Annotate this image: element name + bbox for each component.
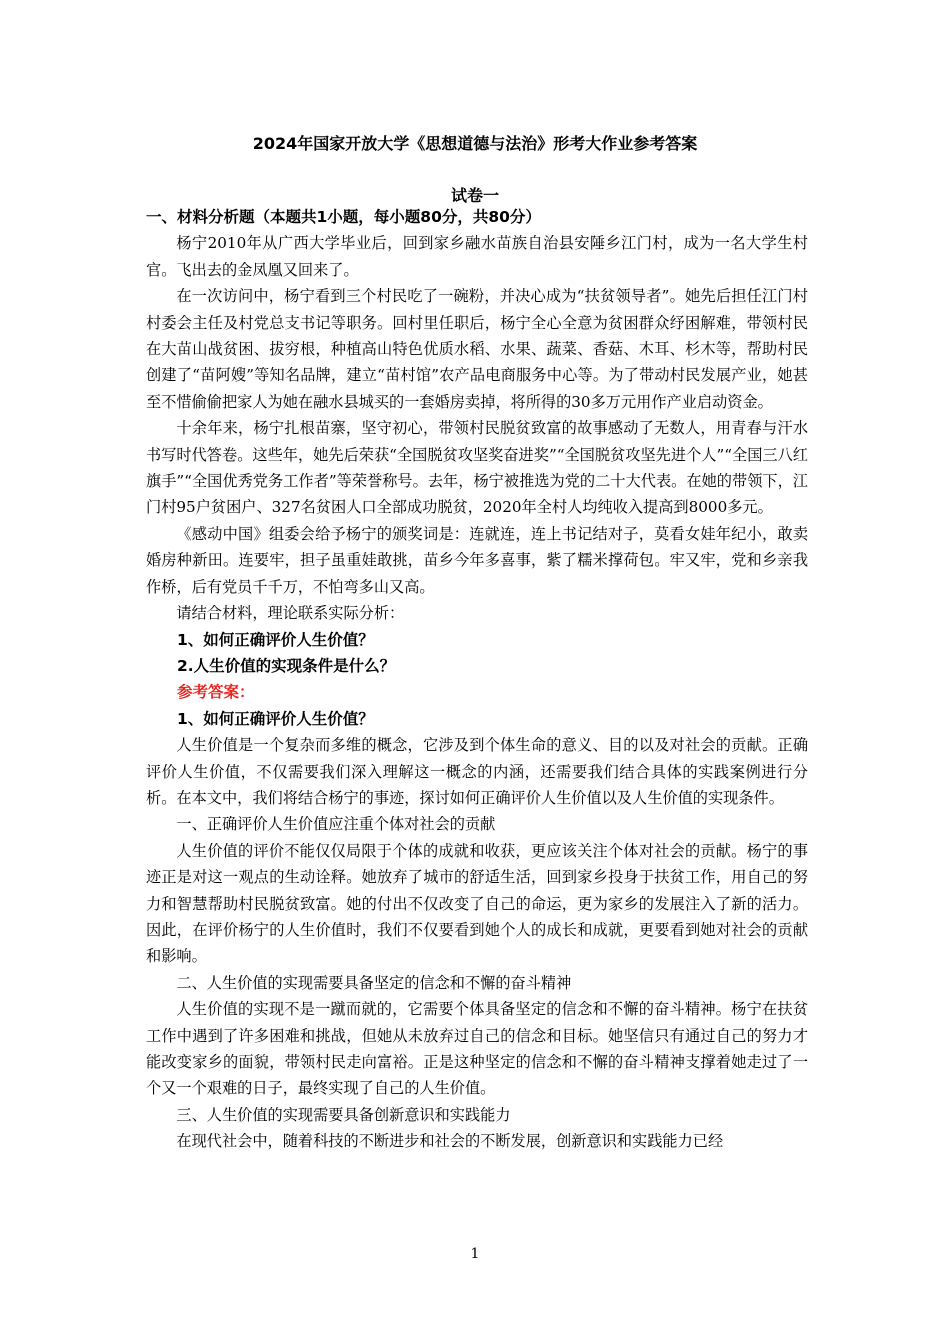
answer-subheading: 二、人生价值的实现需要具备坚定的信念和不懈的奋斗精神 [176, 973, 572, 992]
answer-paragraph: 在现代社会中，随着科技的不断进步和社会的不断发展，创新意识和实践能力已经 [176, 1132, 724, 1151]
paper-subtitle: 试卷一 [450, 186, 499, 205]
answer-paragraph: 人生价值的实现不是一蹴而就的，它需要个体具备坚定的信念和不懈的奋斗精神。杨宁在扶贫工作中遇到了许多困难和挑战，但她从未放弃过自己的信念和目标。她坚信只有通过自己的努力才能改变家乡的面貌，带领村民走向富裕。正是这种坚定的信念和不懈的奋斗精神支撑着她走过了一个又一个艰难的日子，最终实现了自己的人生价值。 [146, 1000, 808, 1098]
document-body [146, 204, 808, 1155]
answer-paragraph: 人生价值的评价不能仅仅局限于个体的成就和收获，更应该关注个体对社会的贡献。杨宁的事迹正是对这一观点的生动诠释。她放弃了城市的舒适生活，回到家乡投身于扶贫工作，用自己的努力和智慧帮助村民脱贫致富。她的付出不仅改变了自己的命运，更为家乡的发展注入了新的活力。因此，在评价杨宁的人生价值时，我们不仅要看到她个人的成长和成就，更要看到她对社会的贡献和影响。 [146, 841, 808, 966]
answer-heading: 1、如何正确评价人生价值？ [177, 709, 374, 728]
page-number: 1 [470, 1246, 480, 1262]
material-paragraph: 杨宁2010年从广西大学毕业后，回到家乡融水苗族自治县安陲乡江门村，成为一名大学生村官。飞出去的金凤凰又回来了。 [146, 234, 808, 279]
answer-subheading: 一、正确评价人生价值应注重个体对社会的贡献 [176, 815, 496, 834]
material-paragraph: 《感动中国》组委会给予杨宁的颁奖词是：连就连，连上书记结对子，莫看女娃年纪小，敢卖婚房种新田。连要牢，担子虽重娃敢挑，苗乡今年多喜事，紫了糯米撑荷包。牢又牢，党和乡亲我作桥，后有党员千千万，不怕弯多山又高。 [146, 524, 808, 596]
material-paragraph: 在一次访问中，杨宁看到三个村民吃了一碗粉，并决心成为“扶贫领导者”。她先后担任江门村村委会主任及村党总支书记等职务。回村里任职后，杨宁全心全意为贫困群众纾困解难，带领村民在大苗山战贫困、拔穷根，种植高山特色优质水稻、水果、蔬菜、香菇、木耳、杉木等，帮助村民创建了“苗阿嫂”等知名品牌，建立“苗村馆”农产品电商服务中心等。为了带动村民发展产业，她甚至不惜偷偷把家人为她在融水县城买的一套婚房卖掉，将所得的30多万元用作产业启动资金。 [146, 287, 808, 411]
question-2: 2.人生价值的实现条件是什么？ [177, 656, 396, 675]
answer-paragraph: 人生价值是一个复杂而多维的概念，它涉及到个体生命的意义、目的以及对社会的贡献。正确评价人生价值，不仅需要我们深入理解这一概念的内涵，还需要我们结合具体的实践案例进行分析。在本文中，我们将结合杨宁的事迹，探讨如何正确评价人生价值以及人生价值的实现条件。 [146, 736, 808, 807]
material-paragraph: 十余年来，杨宁扎根苗寨，坚守初心，带领村民脱贫致富的故事感动了无数人，用青春与汗水书写时代答卷。这些年，她先后荣获“全国脱贫攻坚奖奋进奖”“全国脱贫攻坚先进个人”“全国三八红旗手”“全国优秀党务工作者”等荣誉称号。去年，杨宁被推选为党的二十大代表。在她的带领下，江门村95户贫困户、327名贫困人口全部成功脱贫，2020年全村人均纯收入提高到8000多元。 [146, 419, 808, 517]
document-title: 2024年国家开放大学《思想道德与法治》形考大作业参考答案 [252, 134, 698, 153]
instruction-text: 请结合材料，理论联系实际分析： [176, 604, 405, 623]
answer-label: 参考答案： [177, 683, 255, 702]
section-heading: 一、材料分析题（本题共1小题，每小题80分，共80分） [146, 208, 541, 226]
question-1: 1、如何正确评价人生价值？ [177, 630, 374, 649]
answer-subheading: 三、人生价值的实现需要具备创新意识和实践能力 [176, 1105, 511, 1124]
